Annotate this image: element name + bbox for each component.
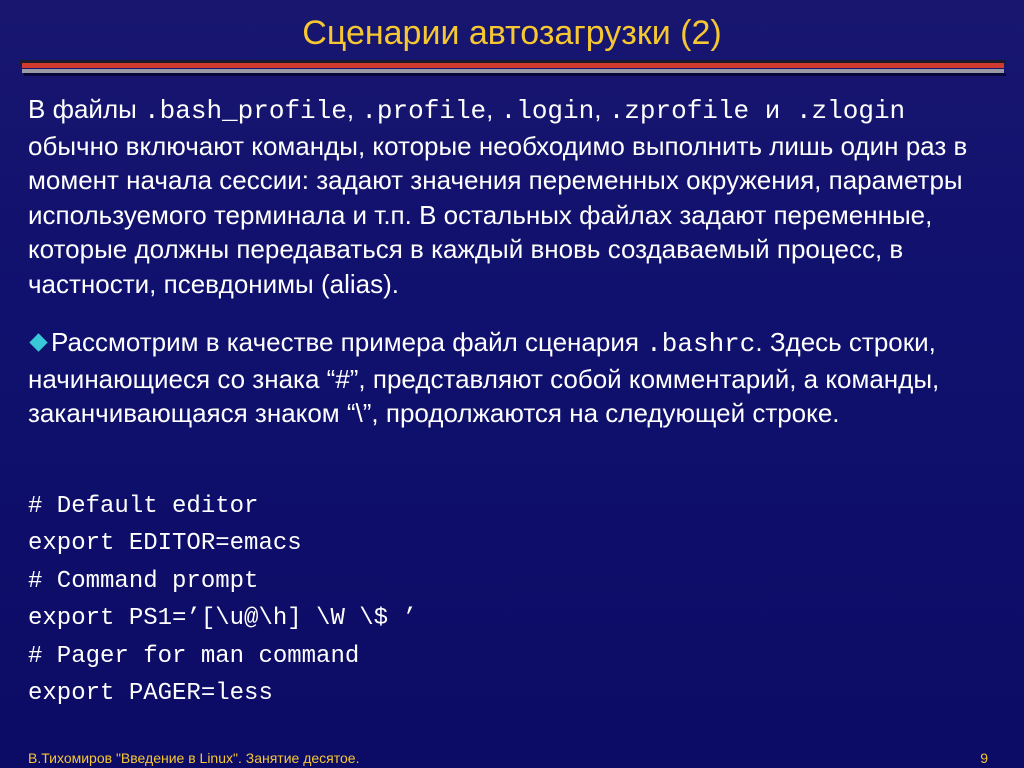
- footer-author: В.Тихомиров "Введение в Linux". Занятие десятое.: [28, 750, 360, 766]
- filename-bashrc: .bashrc: [646, 329, 756, 359]
- code-line: export PAGER=less: [28, 679, 273, 707]
- code-line: # Pager for man command: [28, 642, 360, 670]
- slide-title: Сценарии автозагрузки (2): [302, 14, 722, 52]
- filename-zprofile: .zprofile: [608, 96, 750, 126]
- code-line: export PS1=’[\u@\h] \W \$ ’: [28, 605, 417, 633]
- code-block: [28, 488, 988, 712]
- diamond-bullet-icon: [29, 333, 47, 351]
- filename-bash-profile: .bash_profile: [144, 96, 347, 126]
- paragraph-startup-files: В файлы .bash_profile, .profile, .login, .zprofile и .zlogin обычно включают команды, которые необходимо выполнить лишь один раз в момент начала сессии: задают значения переменных окружения, параметры используемого терминала и т.п. В остальных файлах задают переменные, которые должны передаваться в каждый вновь создаваемый процесс, в частности, псевдонимы (alias).: [28, 94, 968, 299]
- page-number: 9: [980, 750, 988, 766]
- code-line: export EDITOR=emacs: [28, 530, 302, 558]
- paragraph-bashrc-example: Рассмотрим в качестве примера файл сценария .bashrc. Здесь строки, начинающиеся со знака “#”, представляют собой комментарий, а команды, заканчивающаяся знаком “\”, продолжаются на следующей строке.: [28, 327, 940, 428]
- filename-zlogin: .zlogin: [795, 96, 906, 126]
- code-line: # Default editor: [28, 493, 259, 520]
- slide-content: [28, 92, 998, 431]
- filename-login: .login: [500, 96, 595, 126]
- code-line: # Command prompt: [28, 567, 259, 595]
- title-divider: [20, 60, 1006, 78]
- filename-profile: .profile: [361, 96, 487, 126]
